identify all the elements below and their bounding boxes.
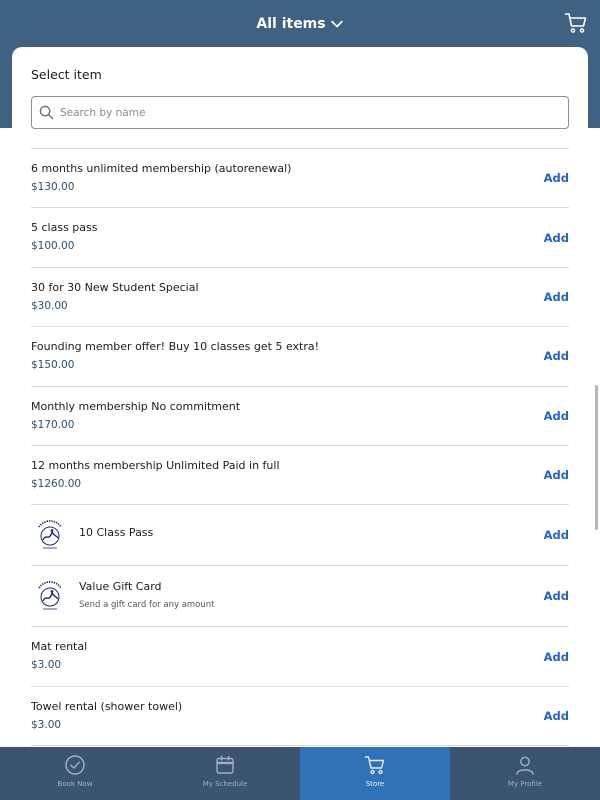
tab-label: Store [365, 780, 385, 788]
search-icon [39, 105, 54, 120]
bottom-tab-bar [0, 747, 600, 800]
item-name: Towel rental (shower towel) [31, 699, 183, 713]
card-title: Select item [31, 67, 102, 82]
user-icon [514, 754, 536, 776]
item-price: $30.00 [31, 299, 68, 312]
item-name: Founding member offer! Buy 10 classes get 5 extra! [31, 340, 320, 354]
add-button[interactable]: Add [543, 468, 569, 483]
tab-my-profile[interactable] [450, 747, 600, 800]
item-price: $150.00 [31, 359, 75, 372]
select-item-card [12, 47, 588, 747]
add-button[interactable]: Add [543, 171, 569, 186]
item-name: 5 class pass [31, 221, 98, 235]
add-button[interactable]: Add [543, 349, 569, 364]
tab-label: My Profile [507, 780, 543, 788]
item-price: $130.00 [31, 181, 75, 193]
item-price: $3.00 [31, 718, 62, 731]
tab-label: Book Now [57, 780, 93, 788]
calendar-icon [214, 754, 236, 776]
category-dropdown-label: All items [256, 15, 326, 32]
item-name: Mat rental [31, 640, 88, 654]
add-button[interactable]: Add [543, 589, 569, 604]
studio-logo-icon [33, 579, 67, 613]
list-item[interactable] [31, 505, 569, 566]
list-item[interactable] [31, 327, 569, 386]
check-circle-icon [64, 754, 86, 776]
item-price: $3.00 [31, 659, 62, 672]
header [0, 0, 600, 47]
add-button[interactable]: Add [543, 528, 569, 543]
category-dropdown[interactable] [256, 16, 343, 32]
studio-logo-icon [33, 518, 67, 552]
item-subtitle: Send a gift card for any amount [79, 600, 215, 611]
list-item[interactable] [31, 566, 569, 627]
list-item[interactable] [31, 627, 569, 686]
cart-icon [564, 11, 588, 35]
item-name: Monthly membership No commitment [31, 399, 241, 413]
add-button[interactable]: Add [543, 230, 569, 245]
item-name: 10 Class Pass [79, 526, 154, 540]
item-list [31, 148, 569, 746]
add-button[interactable]: Add [543, 649, 569, 664]
list-item[interactable] [31, 387, 569, 446]
tab-my-schedule[interactable] [150, 747, 300, 800]
item-name: 6 months unlimited membership (autorenewal) [31, 162, 292, 175]
list-item[interactable] [31, 208, 569, 267]
tab-store[interactable] [300, 747, 450, 800]
item-price: $100.00 [31, 240, 75, 253]
cart-button[interactable] [564, 11, 588, 35]
item-name: Value Gift Card [79, 580, 162, 594]
search-box[interactable] [31, 96, 569, 129]
cart-icon [364, 754, 386, 776]
item-name: 12 months membership Unlimited Paid in full [31, 458, 280, 472]
item-price: $170.00 [31, 418, 75, 431]
item-price: $1260.00 [31, 477, 82, 490]
scrollbar[interactable] [595, 385, 598, 530]
tab-label: My Schedule [202, 780, 248, 788]
list-item[interactable] [31, 149, 569, 208]
search-input[interactable] [60, 107, 560, 119]
item-name: 30 for 30 New Student Special [31, 280, 199, 294]
chevron-down-icon [330, 17, 344, 31]
tab-book-now[interactable] [0, 747, 150, 800]
list-item[interactable] [31, 446, 569, 505]
add-button[interactable]: Add [543, 408, 569, 423]
add-button[interactable]: Add [543, 289, 569, 304]
list-item[interactable] [31, 687, 569, 746]
add-button[interactable]: Add [543, 708, 569, 723]
list-item[interactable] [31, 268, 569, 327]
